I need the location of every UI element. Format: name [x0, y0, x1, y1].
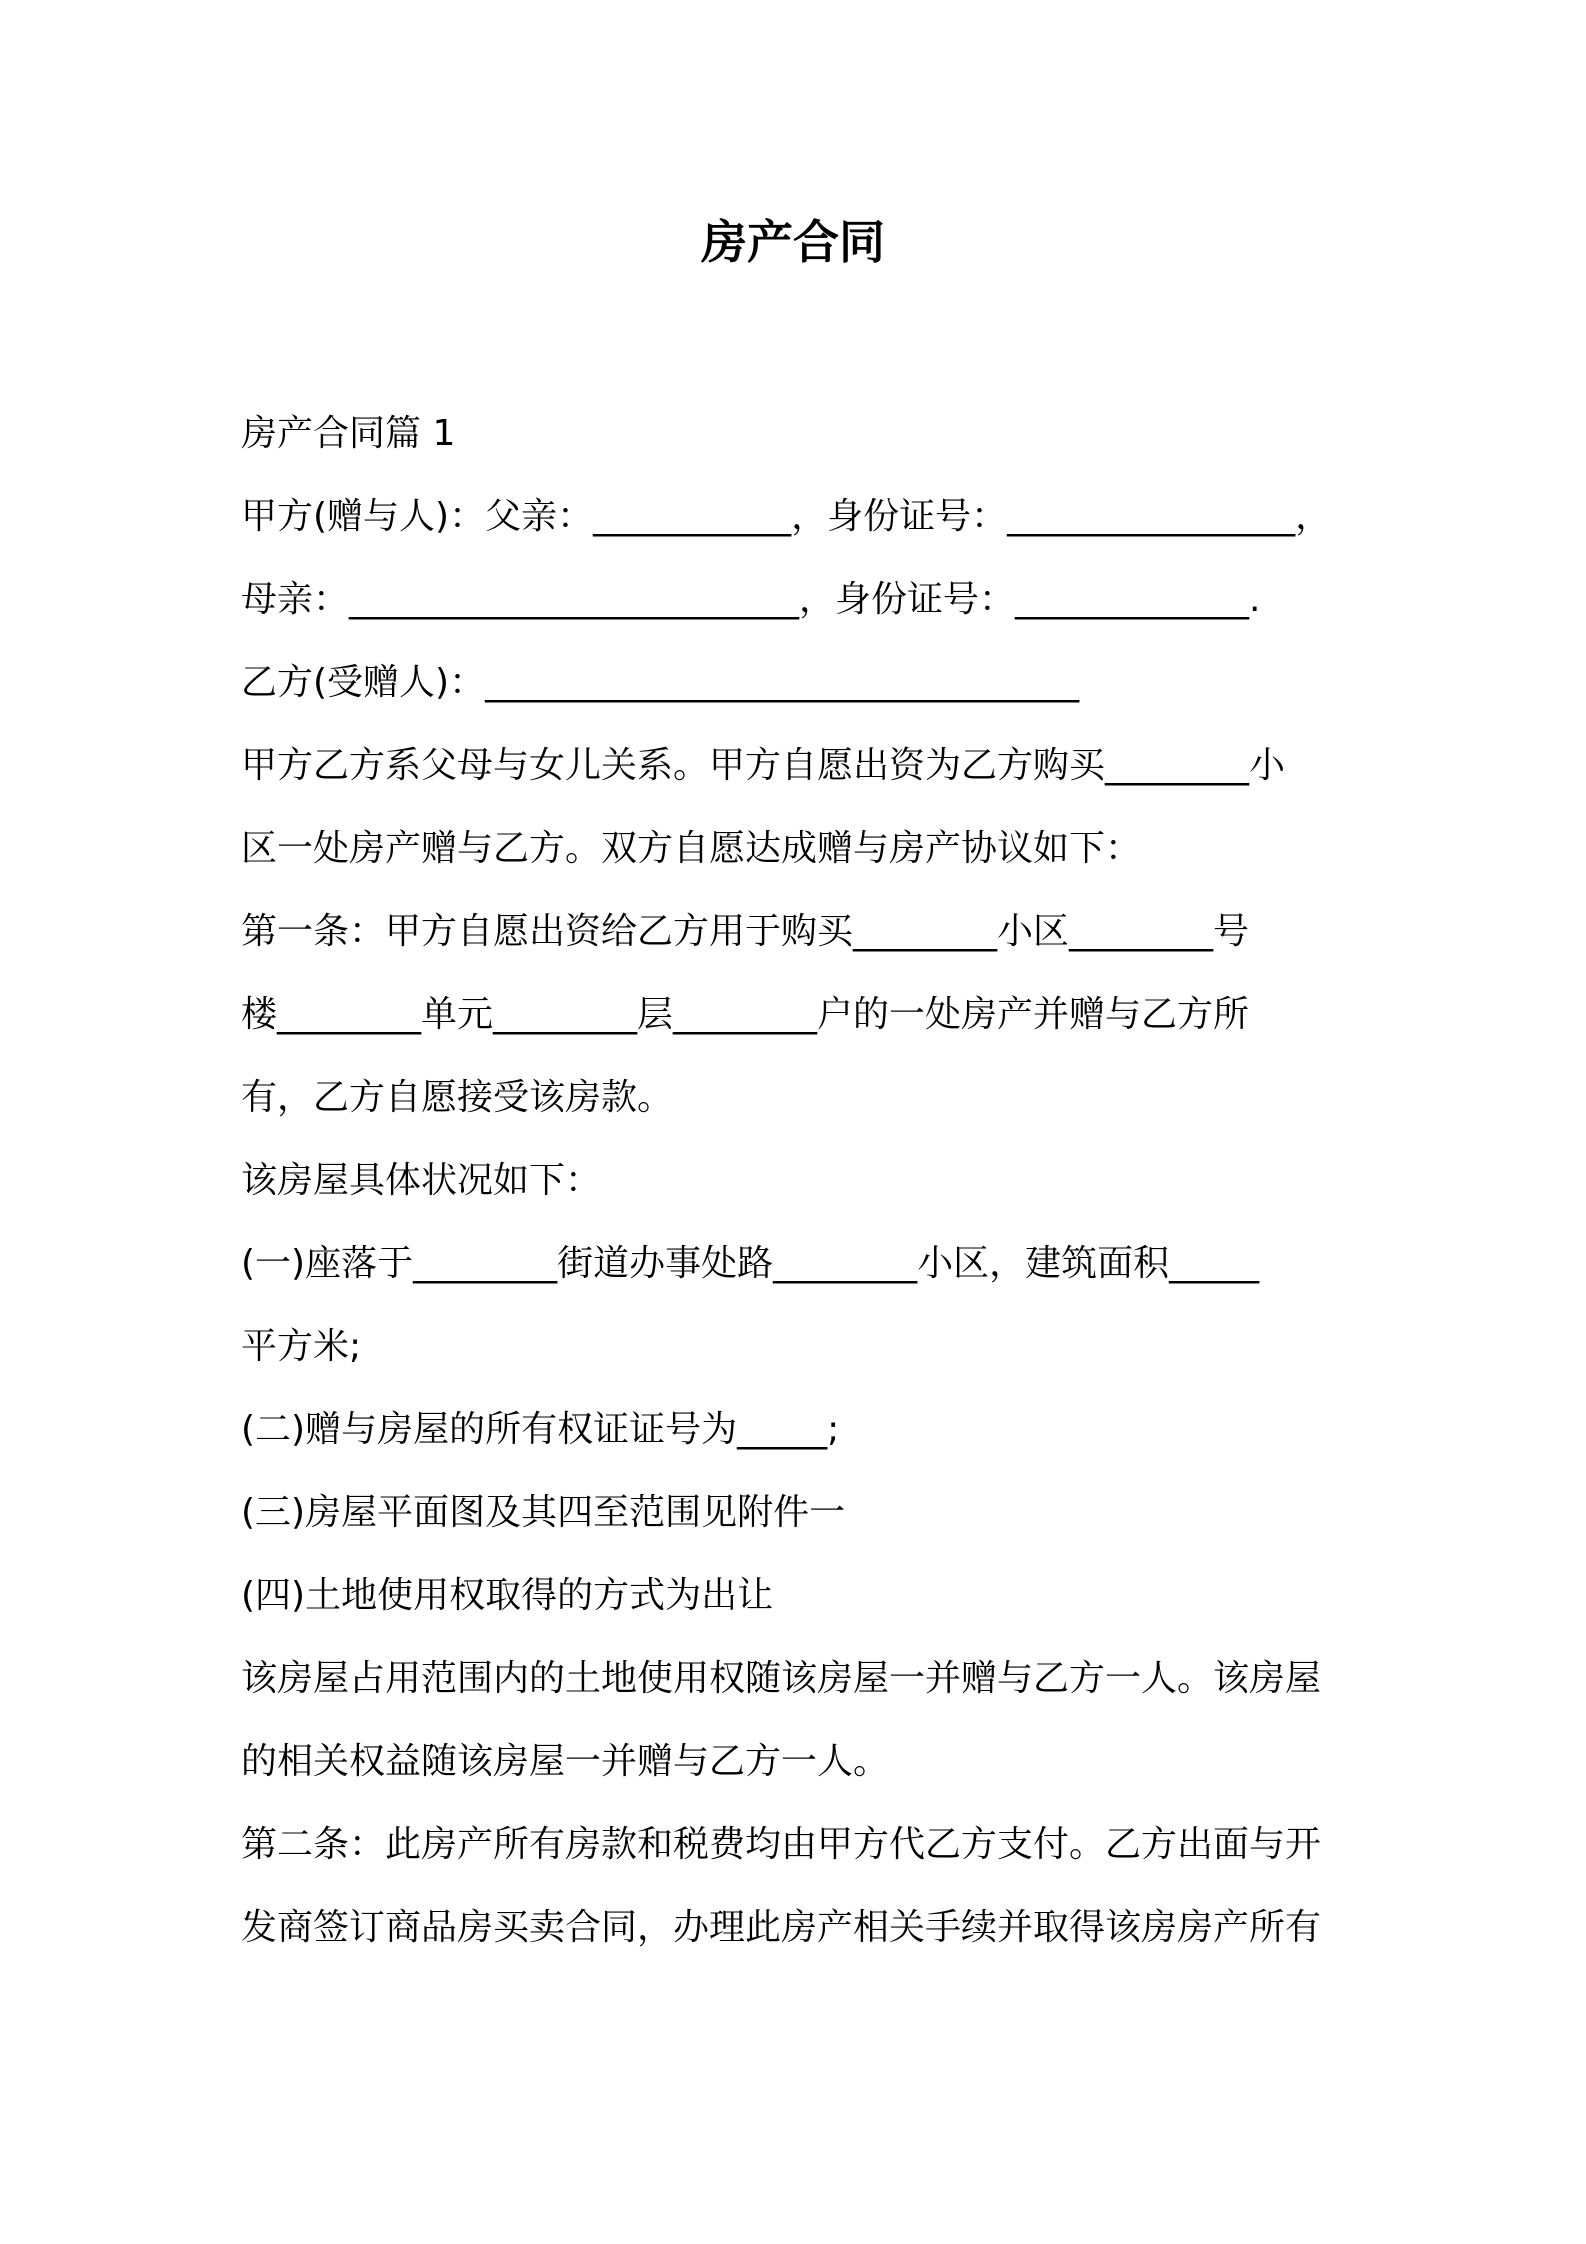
- document-body: [241, 408, 1357, 1985]
- paragraph-line: 甲方(赠与人)：父亲：___________，身份证号：________________，: [241, 496, 1332, 537]
- paragraph-line: 第二条：此房产所有房款和税费均由甲方代乙方支付。乙方出面与开: [241, 1824, 1322, 1865]
- paragraph-line: 该房屋占用范围内的土地使用权随该房屋一并赠与乙方一人。该房屋: [241, 1658, 1322, 1699]
- paragraph-line: (二)赠与房屋的所有权证证号为_____;: [241, 1409, 840, 1450]
- document-title: 房产合同: [701, 215, 885, 269]
- paragraph-line: 的相关权益随该房屋一并赠与乙方一人。: [241, 1741, 890, 1782]
- paragraph-line: (四)土地使用权取得的方式为出让: [241, 1575, 774, 1616]
- paragraph-line: 发商签订商品房买卖合同，办理此房产相关手续并取得该房房产所有: [241, 1907, 1322, 1948]
- paragraph-line: 平方米;: [241, 1326, 362, 1367]
- paragraph-line: 区一处房产赠与乙方。双方自愿达成赠与房产协议如下：: [241, 828, 1142, 869]
- paragraph-line: (一)座落于________街道办事处路________小区，建筑面积_____: [241, 1243, 1260, 1284]
- paragraph-line: 母亲：_________________________，身份证号：_____________.: [241, 579, 1261, 620]
- paragraph-line: 楼________单元________层________户的一处房产并赠与乙方所: [241, 994, 1250, 1035]
- paragraph-line: 甲方乙方系父母与女儿关系。甲方自愿出资为乙方购买________小: [241, 745, 1286, 786]
- paragraph-line: 有，乙方自愿接受该房款。: [241, 1077, 674, 1118]
- paragraph-line: (三)房屋平面图及其四至范围见附件一: [241, 1492, 846, 1533]
- paragraph-line: 乙方(受赠人)：_________________________________: [241, 662, 1080, 703]
- paragraph-line: 第一条：甲方自愿出资给乙方用于购买________小区________号: [241, 911, 1250, 952]
- paragraph-line: 该房屋具体状况如下：: [241, 1160, 602, 1201]
- section-heading: 房产合同篇 1: [241, 413, 456, 454]
